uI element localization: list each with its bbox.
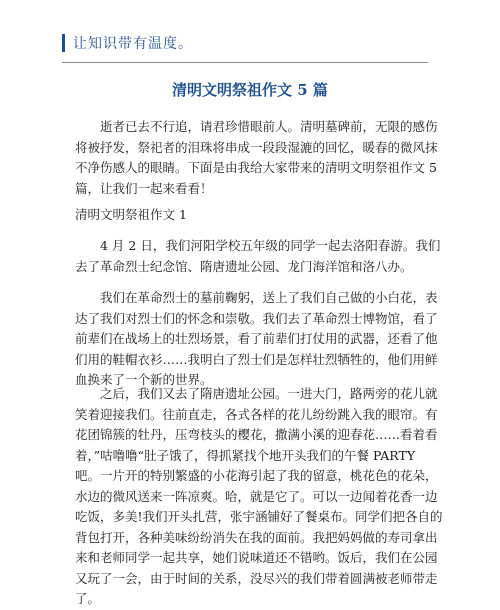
text-line: 去了革命烈士纪念馆、隋唐遗址公园、龙门海洋馆和洛八办。 <box>75 258 413 274</box>
text-line: 吧。一片开的特别繁盛的小花海引起了我的留意，桃花色的花朵， <box>75 468 438 483</box>
text-line: 又玩了一会，由于时间的关系，没尽兴的我们带着圆满被老师带走 <box>75 570 438 586</box>
header-divider <box>62 62 428 63</box>
text-line: 达了我们对烈士们的怀念和崇敬。我们去了革命烈士博物馆，看了 <box>75 310 438 326</box>
intro-paragraph <box>75 117 438 199</box>
text-line: 血换来了一个新的世界。 <box>75 372 213 387</box>
text-line: 逝者已去不行追，请君珍惜眼前人。清明墓碑前，无限的感伤 <box>100 119 438 134</box>
header-accent-bar <box>62 34 65 52</box>
text-line: 将被抒发，祭祀者的泪珠将串成一段段湿漉的回忆，暖春的微风抹 <box>75 139 438 155</box>
header-slogan: 让知识带有温度。 <box>73 36 193 52</box>
text-line: 花团锦簇的牡丹，压弯枝头的樱花，撒满小溪的迎春花……看着看 <box>75 427 438 442</box>
text-line: 吃饭，多美!我们开头扎营，张宇涵铺好了餐桌布。同学们把各自的 <box>75 509 443 524</box>
article-title: 清明文明祭祖作文 5 篇 <box>172 81 328 99</box>
text-line: 我们在革命烈士的墓前鞠躬，送上了我们自己做的小白花，表 <box>100 290 438 305</box>
text-line: 前辈们在战场上的壮烈场景，看了前辈们打仗用的武器，还看了他 <box>75 331 438 346</box>
text-line: 不净伤感人的眼睛。下面是由我给大家带来的清明文明祭祖作文 5 <box>75 160 437 175</box>
text-line: 4 月 2 日，我们河阳学校五年级的同学一起去洛阳春游。我们 <box>100 238 441 253</box>
text-line: 篇，让我们一起来看看！ <box>75 180 213 196</box>
text-line: 着，”咕噜噜“肚子饿了，得抓紧找个地开头我们的午餐 PARTY <box>75 447 416 463</box>
body-paragraph-3 <box>75 384 443 610</box>
text-line: 水边的微风送来一阵凉爽。哈，就是它了。可以一边闻着花香一边 <box>75 488 438 504</box>
body-paragraph-2 <box>75 288 438 391</box>
text-line: 了。 <box>75 591 101 606</box>
text-line: 背包打开，各种美味纷纷消失在我的面前。我把妈妈做的寿司拿出 <box>75 529 438 545</box>
text-line: 来和老师同学一起共享，她们说味道还不错哟。饭后，我们在公园 <box>75 550 438 565</box>
text-line: 笑着迎接我们。往前直走，各式各样的花儿纷纷跳入我的眼帘。有 <box>75 406 438 422</box>
section-title: 清明文明祭祖作文 1 <box>75 207 187 222</box>
text-line: 们用的鞋帽衣衫……我明白了烈士们是怎样壮烈牺牲的，他们用鲜 <box>75 351 438 367</box>
page-header <box>62 33 193 53</box>
text-line: 之后，我们又去了隋唐遗址公园。一进大门，路两旁的花儿就 <box>100 386 438 401</box>
body-paragraph-1 <box>75 236 441 277</box>
